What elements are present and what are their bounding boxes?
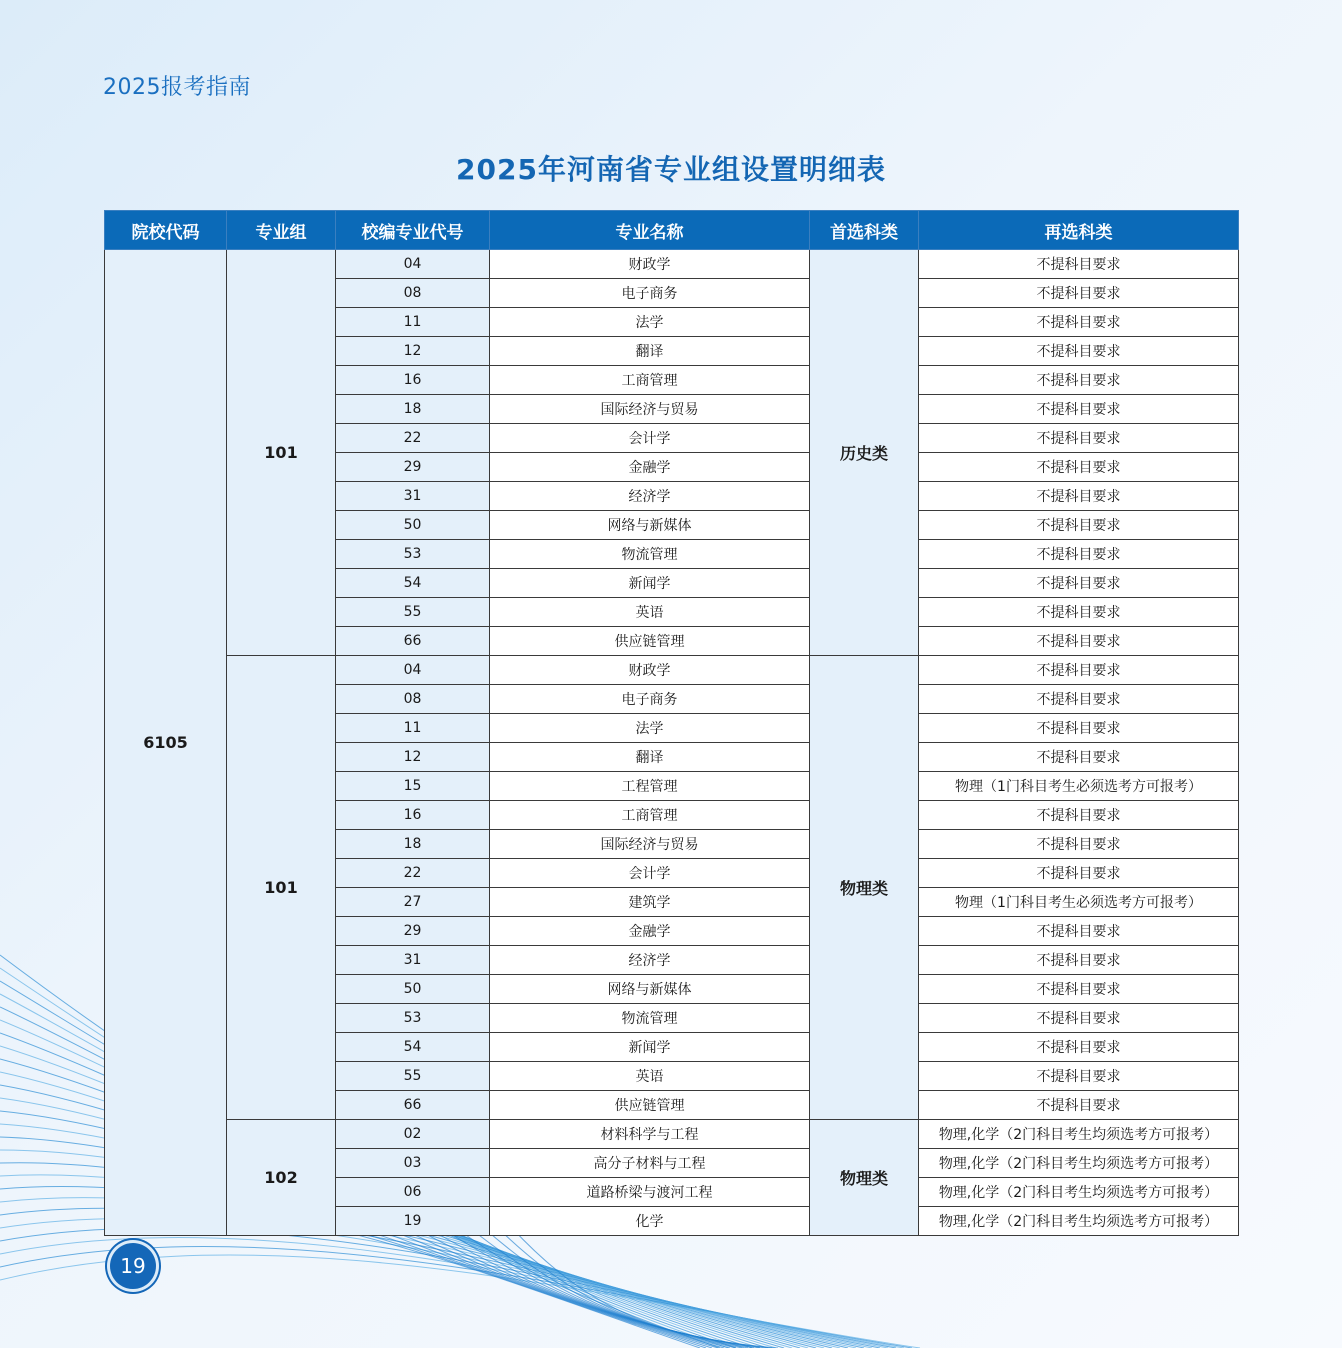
major-name-cell: 高分子材料与工程 <box>490 1149 810 1178</box>
page-title: 2025年河南省专业组设置明细表 <box>456 153 886 186</box>
major-name-cell: 金融学 <box>490 453 810 482</box>
major-name-cell: 建筑学 <box>490 888 810 917</box>
requirement-cell: 不提科目要求 <box>919 366 1239 395</box>
major-code-cell: 15 <box>336 772 490 801</box>
requirement-cell: 物理,化学（2门科目考生均须选考方可报考） <box>919 1120 1239 1149</box>
major-name-cell: 会计学 <box>490 859 810 888</box>
major-name-cell: 材料科学与工程 <box>490 1120 810 1149</box>
major-name-cell: 英语 <box>490 598 810 627</box>
requirement-cell: 不提科目要求 <box>919 801 1239 830</box>
requirement-cell: 不提科目要求 <box>919 337 1239 366</box>
first-subject-cell: 历史类 <box>810 250 919 656</box>
header-second-subject: 再选科类 <box>919 211 1239 250</box>
requirement-cell: 不提科目要求 <box>919 685 1239 714</box>
major-name-cell: 供应链管理 <box>490 1091 810 1120</box>
major-code-cell: 66 <box>336 1091 490 1120</box>
major-code-cell: 54 <box>336 569 490 598</box>
major-code-cell: 22 <box>336 424 490 453</box>
major-code-cell: 06 <box>336 1178 490 1207</box>
major-code-cell: 16 <box>336 801 490 830</box>
header-major-group: 专业组 <box>227 211 336 250</box>
major-name-cell: 供应链管理 <box>490 627 810 656</box>
major-code-cell: 04 <box>336 250 490 279</box>
major-name-cell: 道路桥梁与渡河工程 <box>490 1178 810 1207</box>
requirement-cell: 不提科目要求 <box>919 511 1239 540</box>
major-name-cell: 电子商务 <box>490 685 810 714</box>
requirement-cell: 不提科目要求 <box>919 308 1239 337</box>
requirement-cell: 物理,化学（2门科目考生均须选考方可报考） <box>919 1207 1239 1236</box>
requirement-cell: 不提科目要求 <box>919 1004 1239 1033</box>
header-major-name: 专业名称 <box>490 211 810 250</box>
decorative-line <box>330 1228 700 1348</box>
requirement-cell: 不提科目要求 <box>919 946 1239 975</box>
major-code-cell: 12 <box>336 337 490 366</box>
major-code-cell: 50 <box>336 511 490 540</box>
requirement-cell: 不提科目要求 <box>919 1091 1239 1120</box>
page-number: 19 <box>110 1243 156 1289</box>
major-code-cell: 31 <box>336 482 490 511</box>
major-code-cell: 22 <box>336 859 490 888</box>
major-group-cell: 102 <box>227 1120 336 1236</box>
major-name-cell: 法学 <box>490 714 810 743</box>
major-code-cell: 19 <box>336 1207 490 1236</box>
major-name-cell: 翻译 <box>490 743 810 772</box>
major-name-cell: 电子商务 <box>490 279 810 308</box>
major-code-cell: 53 <box>336 1004 490 1033</box>
requirement-cell: 不提科目要求 <box>919 453 1239 482</box>
major-code-cell: 11 <box>336 308 490 337</box>
major-code-cell: 55 <box>336 1062 490 1091</box>
requirement-cell: 不提科目要求 <box>919 482 1239 511</box>
requirement-cell: 物理,化学（2门科目考生均须选考方可报考） <box>919 1149 1239 1178</box>
major-name-cell: 化学 <box>490 1207 810 1236</box>
major-code-cell: 53 <box>336 540 490 569</box>
major-group-cell: 101 <box>227 250 336 656</box>
requirement-cell: 不提科目要求 <box>919 975 1239 1004</box>
header-school-code: 院校代码 <box>105 211 227 250</box>
major-name-cell: 财政学 <box>490 656 810 685</box>
major-name-cell: 网络与新媒体 <box>490 511 810 540</box>
major-code-cell: 12 <box>336 743 490 772</box>
major-name-cell: 经济学 <box>490 482 810 511</box>
major-name-cell: 财政学 <box>490 250 810 279</box>
major-name-cell: 工商管理 <box>490 801 810 830</box>
major-name-cell: 工程管理 <box>490 772 810 801</box>
major-code-cell: 50 <box>336 975 490 1004</box>
major-group-table <box>104 210 1239 1236</box>
table-header-row <box>105 211 1239 250</box>
major-code-cell: 54 <box>336 1033 490 1062</box>
major-code-cell: 31 <box>336 946 490 975</box>
major-code-cell: 29 <box>336 917 490 946</box>
major-code-cell: 02 <box>336 1120 490 1149</box>
major-code-cell: 55 <box>336 598 490 627</box>
requirement-cell: 不提科目要求 <box>919 656 1239 685</box>
requirement-cell: 不提科目要求 <box>919 569 1239 598</box>
major-code-cell: 04 <box>336 656 490 685</box>
major-code-cell: 16 <box>336 366 490 395</box>
requirement-cell: 不提科目要求 <box>919 830 1239 859</box>
requirement-cell: 物理（1门科目考生必须选考方可报考） <box>919 772 1239 801</box>
major-name-cell: 物流管理 <box>490 1004 810 1033</box>
table-row <box>105 1120 1239 1149</box>
major-code-cell: 27 <box>336 888 490 917</box>
requirement-cell: 物理,化学（2门科目考生均须选考方可报考） <box>919 1178 1239 1207</box>
requirement-cell: 不提科目要求 <box>919 1033 1239 1062</box>
major-name-cell: 会计学 <box>490 424 810 453</box>
major-name-cell: 国际经济与贸易 <box>490 830 810 859</box>
major-code-cell: 66 <box>336 627 490 656</box>
major-code-cell: 08 <box>336 685 490 714</box>
requirement-cell: 不提科目要求 <box>919 598 1239 627</box>
requirement-cell: 不提科目要求 <box>919 250 1239 279</box>
requirement-cell: 不提科目要求 <box>919 540 1239 569</box>
requirement-cell: 不提科目要求 <box>919 279 1239 308</box>
requirement-cell: 不提科目要求 <box>919 917 1239 946</box>
major-group-cell: 101 <box>227 656 336 1120</box>
school-code-cell: 6105 <box>105 250 227 1236</box>
requirement-cell: 不提科目要求 <box>919 859 1239 888</box>
major-name-cell: 新闻学 <box>490 1033 810 1062</box>
major-name-cell: 新闻学 <box>490 569 810 598</box>
requirement-cell: 不提科目要求 <box>919 1062 1239 1091</box>
requirement-cell: 不提科目要求 <box>919 627 1239 656</box>
requirement-cell: 不提科目要求 <box>919 714 1239 743</box>
major-code-cell: 18 <box>336 830 490 859</box>
requirement-cell: 不提科目要求 <box>919 395 1239 424</box>
first-subject-cell: 物理类 <box>810 656 919 1120</box>
table-row <box>105 250 1239 279</box>
major-name-cell: 网络与新媒体 <box>490 975 810 1004</box>
requirement-cell: 不提科目要求 <box>919 424 1239 453</box>
major-name-cell: 英语 <box>490 1062 810 1091</box>
major-name-cell: 物流管理 <box>490 540 810 569</box>
major-name-cell: 工商管理 <box>490 366 810 395</box>
major-name-cell: 经济学 <box>490 946 810 975</box>
major-code-cell: 18 <box>336 395 490 424</box>
major-code-cell: 11 <box>336 714 490 743</box>
table-row <box>105 656 1239 685</box>
requirement-cell: 物理（1门科目考生必须选考方可报考） <box>919 888 1239 917</box>
major-name-cell: 法学 <box>490 308 810 337</box>
major-name-cell: 翻译 <box>490 337 810 366</box>
header-major-code: 校编专业代号 <box>336 211 490 250</box>
major-code-cell: 29 <box>336 453 490 482</box>
first-subject-cell: 物理类 <box>810 1120 919 1236</box>
major-code-cell: 03 <box>336 1149 490 1178</box>
major-name-cell: 金融学 <box>490 917 810 946</box>
major-code-cell: 08 <box>336 279 490 308</box>
major-name-cell: 国际经济与贸易 <box>490 395 810 424</box>
header-title: 2025报考指南 <box>103 75 251 100</box>
requirement-cell: 不提科目要求 <box>919 743 1239 772</box>
header-first-subject: 首选科类 <box>810 211 919 250</box>
